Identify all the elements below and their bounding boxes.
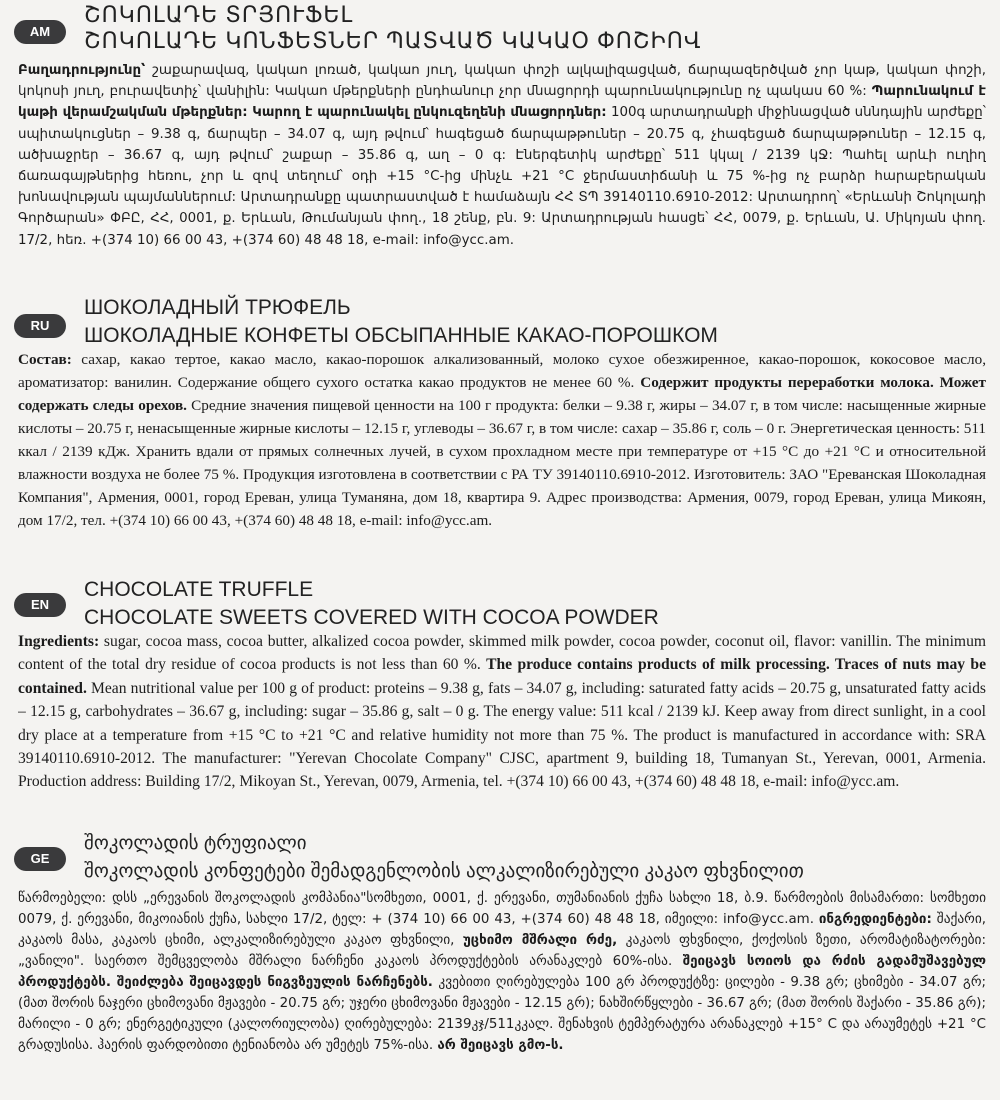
ingredients-label: Ingredients: xyxy=(18,633,100,650)
language-badge-am: AM xyxy=(14,20,66,44)
product-description xyxy=(18,348,986,556)
ingredients-text: сахар, какао тертое, какао масло, какао-порошок алкализованный, молоко сухое обезжиренное, какао-порошок, кокосовое масло, ароматизатор: ванилин. Содержание общего сухого остатка какао продуктов не менее 60 %. xyxy=(18,351,986,391)
language-badge-ru: RU xyxy=(14,314,66,338)
language-badge-ge: GE xyxy=(14,847,66,871)
manufacturer-text: წარმოებელი: დსს „ერევანის შოკოლადის კომპანია"სომხეთი, 0001, ქ. ერევანი, თუმანიანის ქუჩა სახლი 18, ბ.9. წარმოების მისამართი: სომხეთი 0079, ქ. ერევანი, მიკოიანის ქუჩა, სახლი 17/2, ტელ: + (374 10) 66 00 43, +(374 60) 48 48 18, იმეილი: info@ycc.am. xyxy=(18,891,986,927)
product-title: შოკოლადის ტრუფიალი xyxy=(84,833,307,854)
allergen-warning: The produce contains products of milk processing. Traces of nuts may be contained. xyxy=(18,656,986,697)
nutrition-storage-text: Mean nutritional value per 100 g of product: proteins – 9.38 g, fats – 34.07 g, including: saturated fatty acids – 20.75 g, unsaturated fatty acids – 12.15 g, carbohydrates – 36.67 g, including: sugar – 35.86 g, salt – 0 g. The energy value: 511 kcal / 2139 kJ. Keep away from direct sunlight, in a cool dry place at a temperature from +15 °C to +21 °C and relative humidity not more than 75 %. The product is manufactured in accordance with: SRA 39140110.6910-2012. The manufacturer: "Yerevan Chocolate Company" CJSC, apartment 9, building 18, Tumanyan St., Yerevan, 0001, Armenia. Production address: Building 17/2, Mikoyan St., Yerevan, 0079, Armenia, tel. +(374 10) 66 00 43, +(374 60) 48 48 18, e-mail: info@ycc.am. xyxy=(18,679,986,791)
product-subtitle: CHOCOLATE SWEETS COVERED WITH COCOA POWDER xyxy=(84,606,659,629)
allergen-warning: Содержит продукты переработки молока. Может содержать следы орехов. xyxy=(18,374,986,414)
language-badge-en: EN xyxy=(14,593,66,617)
product-title: ШОКОЛАДНЫЙ ТРЮФЕЛЬ xyxy=(84,296,351,319)
gmo-statement: არ შეიცავს გმო-ს. xyxy=(437,1038,564,1053)
ingredients-text-cont: კაკაოს ფხვნილი, ქოქოსის ზეთი, არომატიზატორები: „ვანილი". საერთო შემცველობა მშრალი ნარჩენი კაკაოს პროდუქტების არანაკლებ 60%-ისა. xyxy=(18,933,986,969)
allergen-warning: Պարունակում է կաթի վերամշակման մթերքներ: Կարող է պարունակել ընկուզեղենի մնացորդներ: xyxy=(18,84,986,121)
section-heading xyxy=(84,294,990,350)
ingredients-label: ინგრედიენტები: xyxy=(818,912,932,927)
section-heading xyxy=(84,830,990,886)
product-subtitle: შოკოლადის კონფეტები შემადგენლობის ალკალიზირებული კაკაო ფხვნილით xyxy=(84,861,804,882)
product-title: CHOCOLATE TRUFFLE xyxy=(84,578,314,601)
product-description xyxy=(18,888,986,1100)
product-title: ՇՈԿՈԼԱԴԵ ՏՐՅՈՒՖԵԼ xyxy=(84,2,354,27)
ingredients-label: Բաղադրությունը՝ xyxy=(18,63,146,78)
nutrition-storage-text: 100գ արտադրանքի միջինացված սննդային արժեքը՝ սպիտակուցներ – 9.38 գ, ճարպեր – 34.07 գ, այդ թվում՝ հագեցած ճարպաթթուներ – 20.75 գ, չհագեցած ճարպաթթուներ – 12.15 գ, ածխաջրեր – 36.67 գ, այդ թվում՝ շաքար – 35.86 գ, աղ – 0 գ: Էներգետիկ արժեքը՝ 511 կկալ / 2139 կՋ: Պահել արևի ուղիղ ճառագայթներից հեռու, չոր և զով տեղում՝ օդի +15 °C-ից մինչև +21 °C ջերմաստիճանի և 75 %-ից ոչ բարձր հարաբերական խոնավության պայմաններում: Արտադրանքը պատրաստված է համաձայն ՀՀ ՏՊ 39140110.6910-2012: Արտադրող՝ «Երևանի Շոկոլադի Գործարան» ՓԲԸ, ՀՀ, 0001, ք. Երևան, Թումանյան փող., 18 շենք, բն. 9: Արտադրության հասցե՝ ՀՀ, 0079, ք. Երևան, Ա. Միկոյան փող. 17/2, հեռ. +(374 10) 66 00 43, +(374 60) 48 48 18, e-mail: info@ycc.am. xyxy=(18,105,986,248)
nutrition-storage-text: კვებითი ღირებულება 100 გრ პროდუქტზე: ცილები - 9.38 გრ; ცხიმები - 34.07 გრ; (მათ შორის ნაჯერი ცხიმოვანი მჟავები - 20.75 გრ; უჯერი ცხიმოვანი მჟავები - 12.15 გრ); ნახშირწყლები - 36.67 გრ; (მათ შორის შაქარი - 35.86 გრ); მარილი - 0 გრ; ენერგეტიკული (კალორიულობა) ღირებულება: 2139კჯ/511კკალ. შენახვის ტემპერატურა არანაკლებ +15° C და არაუმეტეს +21 °C გრადუსისა. ჰაერის ფარდობითი ტენიანობა არ უმეტეს 75%-ისა. xyxy=(18,975,986,1053)
product-description xyxy=(18,60,986,292)
ingredients-label: Состав: xyxy=(18,351,72,368)
milk-ingredient: უცხიმო მშრალი რძე, xyxy=(462,933,618,948)
section-heading xyxy=(84,2,990,54)
product-subtitle: ՇՈԿՈԼԱԴԵ ԿՈՆՖԵՏՆԵՐ ՊԱՏՎԱԾ ԿԱԿԱՕ ՓՈՇԻՈՎ xyxy=(84,28,702,53)
product-subtitle: ШОКОЛАДНЫЕ КОНФЕТЫ ОБСЫПАННЫЕ КАКАО-ПОРОШКОМ xyxy=(84,324,718,347)
ingredients-text: շաքարավազ, կակաո լոռած, կակաո յուղ, կակաո փոշի ալկալիզացված, ճարպազերծված չոր կաթ, կակաո փոշի, կոկոսի յուղ, բուրավետիչ՝ վանիլին: Կակաո մթերքների ընդհանուր չոր մնացորդի պարունակությունը ոչ պակաս 60 %: xyxy=(18,63,986,100)
section-heading xyxy=(84,576,990,632)
ingredients-text: შაქარი, კაკაოს მასა, კაკაოს ცხიმი, ალკალიზირებული კაკაო ფხვნილი, xyxy=(18,912,986,948)
nutrition-storage-text: Средние значения пищевой ценности на 100 г продукта: белки – 9.38 г, жиры – 34.07 г, в том числе: насыщенные жирные кислоты – 20.75 г, ненасыщенные жирные кислоты – 12.15 г, углеводы – 36.67 г, в том числе: сахар – 35.86 г, соль – 0 г. Энергетическая ценность: 511 ккал / 2139 кДж. Хранить вдали от прямых солнечных лучей, в сухом прохладном месте при температуре от +15 °С до +21 °С и относительной влажности воздуха не более 75 %. Продукция изготовлена в соответствии с РА ТУ 39140110.6910-2012. Изготовитель: ЗАО "Ереванская Шоколадная Компания", Армения, 0001, город Ереван, улица Туманяна, дом 18, квартира 9. Адрес производства: Армения, 0079, город Ереван, улица Микоян, дом 17/2, тел. +(374 10) 66 00 43, +(374 60) 48 48 18, e-mail: info@ycc.am. xyxy=(18,397,986,529)
allergen-warning: შეიცავს სოიოს და რძის გადამუშავებულ პროდუქტებს. შეიძლება შეიცავდეს ნიგვზეულის ნარჩენებს. xyxy=(18,954,986,990)
product-description xyxy=(18,630,986,820)
ingredients-text: sugar, cocoa mass, cocoa butter, alkalized cocoa powder, skimmed milk powder, cocoa powder, coconut oil, flavor: vanillin. The minimum content of the total dry residue of cocoa products is not less than 60 %. xyxy=(18,633,986,674)
